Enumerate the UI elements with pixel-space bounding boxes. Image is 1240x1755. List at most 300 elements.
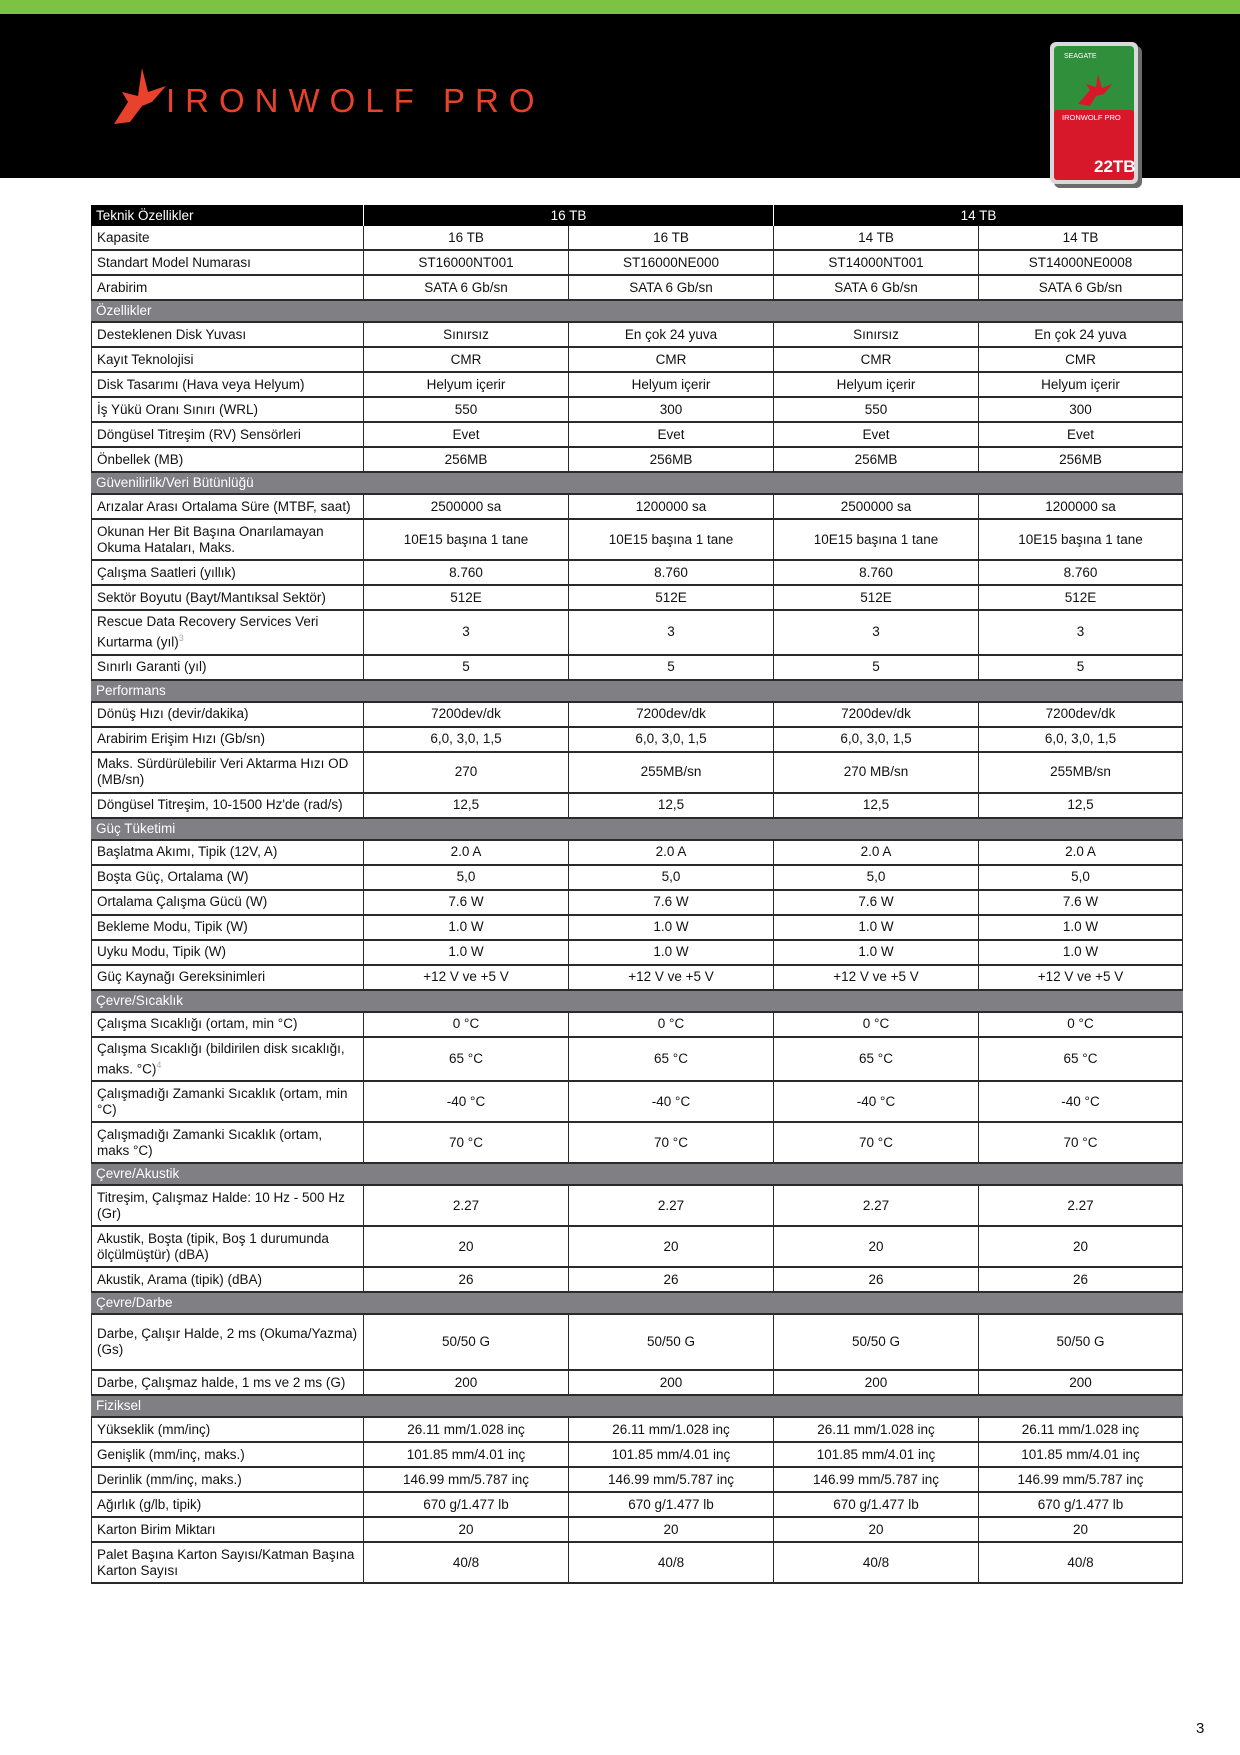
table-row bbox=[91, 251, 1183, 276]
row-label-text: Derinlik (mm/inç, maks.) bbox=[97, 1471, 242, 1487]
cell-value: 70 °C bbox=[568, 1123, 773, 1164]
row-label bbox=[91, 398, 363, 423]
row-label-text: Arızalar Arası Ortalama Süre (MTBF, saat) bbox=[97, 498, 351, 514]
cell-value: 26.11 mm/1.028 inç bbox=[773, 1418, 978, 1443]
cell-value: 1.0 W bbox=[773, 916, 978, 941]
row-label-text: Arabirim Erişim Hızı (Gb/sn) bbox=[97, 731, 266, 746]
table-row bbox=[91, 1227, 1183, 1268]
cell-value: 256MB bbox=[773, 448, 978, 473]
cell-value: 20 bbox=[978, 1227, 1183, 1268]
row-label bbox=[91, 941, 363, 966]
section-header-row bbox=[91, 991, 1183, 1013]
cell-value: 101.85 mm/4.01 inç bbox=[978, 1443, 1183, 1468]
table-row bbox=[91, 703, 1183, 728]
table-row bbox=[91, 1371, 1183, 1396]
cell-value: 670 g/1.477 lb bbox=[978, 1493, 1183, 1518]
section-title: Performans bbox=[91, 681, 1183, 703]
cell-value: 146.99 mm/5.787 inç bbox=[773, 1468, 978, 1493]
table-header-row bbox=[91, 205, 1183, 226]
row-label bbox=[91, 1418, 363, 1443]
cell-value: 2.27 bbox=[568, 1186, 773, 1227]
cell-value: 7.6 W bbox=[978, 891, 1183, 916]
row-label-text: Çalışma Sıcaklığı (bildirilen disk sıcaklığı, maks. °C) bbox=[97, 1040, 345, 1076]
table-row bbox=[91, 1123, 1183, 1164]
cell-value: 5 bbox=[978, 656, 1183, 681]
table-row bbox=[91, 1315, 1183, 1371]
row-label bbox=[91, 586, 363, 611]
cell-value: 0 °C bbox=[363, 1013, 568, 1038]
cell-value: Sınırsız bbox=[363, 323, 568, 348]
drive-capacity-text: 22TB bbox=[1094, 157, 1136, 176]
cell-value: 512E bbox=[978, 586, 1183, 611]
cell-value: 20 bbox=[773, 1518, 978, 1543]
cell-value: 270 MB/sn bbox=[773, 753, 978, 794]
wolf-logo-icon bbox=[108, 62, 168, 128]
table-row bbox=[91, 891, 1183, 916]
cell-value: 40/8 bbox=[773, 1543, 978, 1584]
cell-value: 20 bbox=[363, 1518, 568, 1543]
spec-table bbox=[91, 205, 1183, 1584]
cell-value: 256MB bbox=[568, 448, 773, 473]
row-label bbox=[91, 276, 363, 301]
cell-value: +12 V ve +5 V bbox=[773, 966, 978, 991]
row-label bbox=[91, 703, 363, 728]
row-label bbox=[91, 1227, 363, 1268]
row-label-text: Maks. Sürdürülebilir Veri Aktarma Hızı OD (MB/sn) bbox=[97, 756, 349, 787]
table-row bbox=[91, 1186, 1183, 1227]
cell-value: 200 bbox=[773, 1371, 978, 1396]
top-accent-bar bbox=[0, 0, 1240, 14]
table-header-label: Teknik Özellikler bbox=[91, 205, 363, 226]
cell-value: 12,5 bbox=[978, 794, 1183, 819]
cell-value: Evet bbox=[978, 423, 1183, 448]
section-title: Özellikler bbox=[91, 301, 1183, 323]
row-label-text: Okunan Her Bit Başına Onarılamayan Okuma Hataları, Maks. bbox=[97, 523, 324, 555]
row-label bbox=[91, 373, 363, 398]
row-label bbox=[91, 891, 363, 916]
table-row bbox=[91, 1082, 1183, 1123]
cell-value: En çok 24 yuva bbox=[568, 323, 773, 348]
table-row bbox=[91, 753, 1183, 794]
cell-value: 3 bbox=[568, 611, 773, 656]
cell-value: 50/50 G bbox=[363, 1315, 568, 1371]
cell-value: 101.85 mm/4.01 inç bbox=[363, 1443, 568, 1468]
cell-value: 26.11 mm/1.028 inç bbox=[363, 1418, 568, 1443]
cell-value: 2.0 A bbox=[978, 841, 1183, 866]
cell-value: 16 TB bbox=[568, 226, 773, 251]
row-label bbox=[91, 611, 363, 656]
section-header-row bbox=[91, 473, 1183, 495]
table-row bbox=[91, 423, 1183, 448]
cell-value: 2.0 A bbox=[568, 841, 773, 866]
cell-value: En çok 24 yuva bbox=[978, 323, 1183, 348]
cell-value: 40/8 bbox=[568, 1543, 773, 1584]
cell-value: 101.85 mm/4.01 inç bbox=[568, 1443, 773, 1468]
cell-value: +12 V ve +5 V bbox=[978, 966, 1183, 991]
cell-value: 8.760 bbox=[363, 561, 568, 586]
cell-value: 2500000 sa bbox=[773, 495, 978, 520]
row-label bbox=[91, 1268, 363, 1293]
drive-brand-text: SEAGATE bbox=[1064, 53, 1097, 60]
table-row bbox=[91, 866, 1183, 891]
row-label bbox=[91, 1443, 363, 1468]
capacity-group-16tb: 16 TB bbox=[363, 205, 773, 226]
section-header-row bbox=[91, 1293, 1183, 1315]
cell-value: 20 bbox=[568, 1227, 773, 1268]
cell-value: +12 V ve +5 V bbox=[568, 966, 773, 991]
table-row bbox=[91, 941, 1183, 966]
cell-value: 200 bbox=[363, 1371, 568, 1396]
row-label-text: Çalışmadığı Zamanki Sıcaklık (ortam, min °C) bbox=[97, 1085, 348, 1117]
cell-value: 65 °C bbox=[773, 1038, 978, 1083]
table-row bbox=[91, 656, 1183, 681]
row-label-text: Başlatma Akımı, Tipik (12V, A) bbox=[97, 844, 278, 859]
section-title: Güvenilirlik/Veri Bütünlüğü bbox=[91, 473, 1183, 495]
cell-value: -40 °C bbox=[363, 1082, 568, 1123]
cell-value: Sınırsız bbox=[773, 323, 978, 348]
table-row bbox=[91, 611, 1183, 656]
cell-value: 12,5 bbox=[773, 794, 978, 819]
cell-value: 6,0, 3,0, 1,5 bbox=[363, 728, 568, 753]
cell-value: 5,0 bbox=[363, 866, 568, 891]
row-label-text: Darbe, Çalışmaz halde, 1 ms ve 2 ms (G) bbox=[97, 1374, 346, 1390]
cell-value: 20 bbox=[568, 1518, 773, 1543]
section-title: Çevre/Akustik bbox=[91, 1164, 1183, 1186]
cell-value: 8.760 bbox=[978, 561, 1183, 586]
cell-value: 40/8 bbox=[978, 1543, 1183, 1584]
cell-value: Helyum içerir bbox=[363, 373, 568, 398]
footnote-ref: 3 bbox=[178, 633, 184, 643]
cell-value: 200 bbox=[978, 1371, 1183, 1396]
cell-value: 50/50 G bbox=[978, 1315, 1183, 1371]
drive-label-text: IRONWOLF PRO bbox=[1062, 113, 1121, 122]
cell-value: -40 °C bbox=[978, 1082, 1183, 1123]
cell-value: 10E15 başına 1 tane bbox=[568, 520, 773, 561]
cell-value: 512E bbox=[568, 586, 773, 611]
section-header-row bbox=[91, 301, 1183, 323]
cell-value: Evet bbox=[363, 423, 568, 448]
cell-value: Helyum içerir bbox=[773, 373, 978, 398]
logo-wordmark: IRONWOLF PRO bbox=[166, 82, 545, 119]
row-label-text: Çalışma Sıcaklığı (ortam, min °C) bbox=[97, 1016, 298, 1031]
footnote-ref: 4 bbox=[156, 1059, 162, 1070]
cell-value: 8.760 bbox=[773, 561, 978, 586]
table-row bbox=[91, 916, 1183, 941]
cell-value: +12 V ve +5 V bbox=[363, 966, 568, 991]
row-label-text: Önbellek (MB) bbox=[97, 451, 184, 467]
cell-value: 12,5 bbox=[568, 794, 773, 819]
section-title: Çevre/Darbe bbox=[91, 1293, 1183, 1315]
cell-value: 550 bbox=[363, 398, 568, 423]
cell-value: 1200000 sa bbox=[978, 495, 1183, 520]
row-label bbox=[91, 1038, 363, 1083]
row-label-text: Palet Başına Karton Sayısı/Katman Başına Karton Sayısı bbox=[97, 1546, 355, 1578]
cell-value: 256MB bbox=[978, 448, 1183, 473]
row-label-text: Akustik, Arama (tipik) (dBA) bbox=[97, 1271, 263, 1287]
cell-value: 1.0 W bbox=[363, 916, 568, 941]
cell-value: 550 bbox=[773, 398, 978, 423]
cell-value: 70 °C bbox=[773, 1123, 978, 1164]
cell-value: 0 °C bbox=[568, 1013, 773, 1038]
cell-value: 512E bbox=[773, 586, 978, 611]
cell-value: 10E15 başına 1 tane bbox=[363, 520, 568, 561]
row-label bbox=[91, 495, 363, 520]
cell-value: 2.27 bbox=[773, 1186, 978, 1227]
cell-value: 10E15 başına 1 tane bbox=[773, 520, 978, 561]
table-row bbox=[91, 495, 1183, 520]
row-label-text: Darbe, Çalışır Halde, 2 ms (Okuma/Yazma) (Gs) bbox=[97, 1326, 358, 1357]
row-label bbox=[91, 656, 363, 681]
cell-value: 255MB/sn bbox=[568, 753, 773, 794]
cell-value: 200 bbox=[568, 1371, 773, 1396]
cell-value: 7.6 W bbox=[363, 891, 568, 916]
table-row bbox=[91, 966, 1183, 991]
row-label-text: Arabirim bbox=[97, 279, 148, 295]
cell-value: 300 bbox=[568, 398, 773, 423]
cell-value: 1.0 W bbox=[363, 941, 568, 966]
cell-value: 5,0 bbox=[978, 866, 1183, 891]
row-label bbox=[91, 1493, 363, 1518]
row-label-text: Döngüsel Titreşim (RV) Sensörleri bbox=[97, 426, 301, 442]
row-label bbox=[91, 1123, 363, 1164]
row-label bbox=[91, 1468, 363, 1493]
cell-value: 1200000 sa bbox=[568, 495, 773, 520]
table-row bbox=[91, 1518, 1183, 1543]
cell-value: 14 TB bbox=[773, 226, 978, 251]
cell-value: 70 °C bbox=[363, 1123, 568, 1164]
row-label-text: Standart Model Numarası bbox=[97, 254, 251, 270]
cell-value: SATA 6 Gb/sn bbox=[978, 276, 1183, 301]
cell-value: Helyum içerir bbox=[978, 373, 1183, 398]
table-row bbox=[91, 1013, 1183, 1038]
cell-value: 10E15 başına 1 tane bbox=[978, 520, 1183, 561]
cell-value: 5 bbox=[568, 656, 773, 681]
ironwolf-pro-logo bbox=[108, 62, 545, 132]
cell-value: 5,0 bbox=[568, 866, 773, 891]
table-row bbox=[91, 1268, 1183, 1293]
cell-value: 7200dev/dk bbox=[568, 703, 773, 728]
table-row bbox=[91, 841, 1183, 866]
table-row bbox=[91, 728, 1183, 753]
cell-value: 50/50 G bbox=[568, 1315, 773, 1371]
section-title: Fiziksel bbox=[91, 1396, 1183, 1418]
cell-value: 2.0 A bbox=[773, 841, 978, 866]
cell-value: 6,0, 3,0, 1,5 bbox=[978, 728, 1183, 753]
row-label-text: Yükseklik (mm/inç) bbox=[97, 1421, 211, 1437]
table-row bbox=[91, 373, 1183, 398]
cell-value: 26.11 mm/1.028 inç bbox=[568, 1418, 773, 1443]
row-label-text: Boşta Güç, Ortalama (W) bbox=[97, 869, 249, 884]
cell-value: 65 °C bbox=[568, 1038, 773, 1083]
cell-value: Evet bbox=[773, 423, 978, 448]
row-label bbox=[91, 448, 363, 473]
section-title: Çevre/Sıcaklık bbox=[91, 991, 1183, 1013]
cell-value: 256MB bbox=[363, 448, 568, 473]
row-label-text: Kayıt Teknolojisi bbox=[97, 351, 194, 367]
cell-value: 146.99 mm/5.787 inç bbox=[978, 1468, 1183, 1493]
cell-value: 1.0 W bbox=[568, 916, 773, 941]
row-label-text: Disk Tasarımı (Hava veya Helyum) bbox=[97, 376, 305, 392]
row-label-text: Sınırlı Garanti (yıl) bbox=[97, 659, 207, 674]
row-label bbox=[91, 251, 363, 276]
row-label-text: Rescue Data Recovery Services Veri Kurtarma (yıl) bbox=[97, 614, 319, 650]
table-row bbox=[91, 448, 1183, 473]
page-number: 3 bbox=[1196, 1720, 1205, 1737]
cell-value: 26 bbox=[568, 1268, 773, 1293]
cell-value: 0 °C bbox=[978, 1013, 1183, 1038]
cell-value: 20 bbox=[363, 1227, 568, 1268]
cell-value: SATA 6 Gb/sn bbox=[568, 276, 773, 301]
cell-value: ST14000NT001 bbox=[773, 251, 978, 276]
cell-value: 1.0 W bbox=[978, 916, 1183, 941]
row-label-text: Döngüsel Titreşim, 10-1500 Hz'de (rad/s) bbox=[97, 797, 343, 812]
cell-value: 7.6 W bbox=[773, 891, 978, 916]
row-label bbox=[91, 226, 363, 251]
row-label-text: Desteklenen Disk Yuvası bbox=[97, 326, 247, 342]
cell-value: 2.0 A bbox=[363, 841, 568, 866]
cell-value: 7.6 W bbox=[568, 891, 773, 916]
cell-value: CMR bbox=[363, 348, 568, 373]
cell-value: 6,0, 3,0, 1,5 bbox=[773, 728, 978, 753]
row-label bbox=[91, 1518, 363, 1543]
row-label bbox=[91, 348, 363, 373]
section-header-row bbox=[91, 819, 1183, 841]
table-row bbox=[91, 1443, 1183, 1468]
cell-value: ST14000NE0008 bbox=[978, 251, 1183, 276]
row-label bbox=[91, 1371, 363, 1396]
cell-value: 7200dev/dk bbox=[773, 703, 978, 728]
cell-value: 300 bbox=[978, 398, 1183, 423]
row-label bbox=[91, 1082, 363, 1123]
table-row bbox=[91, 276, 1183, 301]
row-label bbox=[91, 1186, 363, 1227]
row-label-text: Çalışmadığı Zamanki Sıcaklık (ortam, maks °C) bbox=[97, 1126, 323, 1158]
table-row bbox=[91, 561, 1183, 586]
row-label-text: Bekleme Modu, Tipik (W) bbox=[97, 919, 248, 934]
row-label-text: Ağırlık (g/lb, tipik) bbox=[97, 1496, 202, 1512]
cell-value: 146.99 mm/5.787 inç bbox=[568, 1468, 773, 1493]
spec-table-body bbox=[91, 205, 1183, 1584]
cell-value: 26.11 mm/1.028 inç bbox=[978, 1418, 1183, 1443]
cell-value: 16 TB bbox=[363, 226, 568, 251]
row-label bbox=[91, 728, 363, 753]
cell-value: 20 bbox=[773, 1227, 978, 1268]
cell-value: 6,0, 3,0, 1,5 bbox=[568, 728, 773, 753]
cell-value: 12,5 bbox=[363, 794, 568, 819]
cell-value: 70 °C bbox=[978, 1123, 1183, 1164]
cell-value: CMR bbox=[978, 348, 1183, 373]
section-title: Güç Tüketimi bbox=[91, 819, 1183, 841]
row-label bbox=[91, 561, 363, 586]
cell-value: -40 °C bbox=[773, 1082, 978, 1123]
table-row bbox=[91, 520, 1183, 561]
cell-value: 26 bbox=[978, 1268, 1183, 1293]
cell-value: CMR bbox=[568, 348, 773, 373]
section-header-row bbox=[91, 681, 1183, 703]
row-label bbox=[91, 841, 363, 866]
cell-value: 40/8 bbox=[363, 1543, 568, 1584]
cell-value: 26 bbox=[363, 1268, 568, 1293]
section-header-row bbox=[91, 1396, 1183, 1418]
table-row bbox=[91, 1543, 1183, 1584]
row-label-text: Güç Kaynağı Gereksinimleri bbox=[97, 969, 266, 984]
cell-value: 1.0 W bbox=[978, 941, 1183, 966]
row-label-text: Akustik, Boşta (tipik, Boş 1 durumunda ölçülmüştür) (dBA) bbox=[97, 1230, 329, 1262]
row-label-text: Dönüş Hızı (devir/dakika) bbox=[97, 706, 249, 721]
row-label bbox=[91, 1315, 363, 1371]
row-label-text: Çalışma Saatleri (yıllık) bbox=[97, 564, 236, 580]
cell-value: 3 bbox=[978, 611, 1183, 656]
row-label bbox=[91, 423, 363, 448]
row-label bbox=[91, 916, 363, 941]
cell-value: 2.27 bbox=[363, 1186, 568, 1227]
table-row bbox=[91, 398, 1183, 423]
cell-value: 5,0 bbox=[773, 866, 978, 891]
cell-value: Evet bbox=[568, 423, 773, 448]
section-header-row bbox=[91, 1164, 1183, 1186]
row-label-text: Kapasite bbox=[97, 229, 150, 245]
cell-value: SATA 6 Gb/sn bbox=[363, 276, 568, 301]
cell-value: 3 bbox=[773, 611, 978, 656]
cell-value: 512E bbox=[363, 586, 568, 611]
cell-value: 20 bbox=[978, 1518, 1183, 1543]
table-row bbox=[91, 586, 1183, 611]
cell-value: 146.99 mm/5.787 inç bbox=[363, 1468, 568, 1493]
table-row bbox=[91, 226, 1183, 251]
cell-value: 2500000 sa bbox=[363, 495, 568, 520]
table-row bbox=[91, 1493, 1183, 1518]
table-row bbox=[91, 348, 1183, 373]
cell-value: 670 g/1.477 lb bbox=[773, 1493, 978, 1518]
row-label bbox=[91, 753, 363, 794]
cell-value: 65 °C bbox=[363, 1038, 568, 1083]
row-label-text: Genişlik (mm/inç, maks.) bbox=[97, 1446, 245, 1462]
table-row bbox=[91, 1468, 1183, 1493]
cell-value: 670 g/1.477 lb bbox=[568, 1493, 773, 1518]
row-label-text: Uyku Modu, Tipik (W) bbox=[97, 944, 227, 959]
table-row bbox=[91, 1038, 1183, 1083]
cell-value: 270 bbox=[363, 753, 568, 794]
cell-value: ST16000NE000 bbox=[568, 251, 773, 276]
cell-value: 50/50 G bbox=[773, 1315, 978, 1371]
cell-value: 0 °C bbox=[773, 1013, 978, 1038]
row-label bbox=[91, 323, 363, 348]
row-label-text: Karton Birim Miktarı bbox=[97, 1521, 216, 1537]
row-label-text: Sektör Boyutu (Bayt/Mantıksal Sektör) bbox=[97, 589, 326, 605]
cell-value: 5 bbox=[363, 656, 568, 681]
table-row bbox=[91, 323, 1183, 348]
cell-value: CMR bbox=[773, 348, 978, 373]
capacity-group-14tb: 14 TB bbox=[773, 205, 1183, 226]
cell-value: 14 TB bbox=[978, 226, 1183, 251]
cell-value: 2.27 bbox=[978, 1186, 1183, 1227]
row-label bbox=[91, 794, 363, 819]
row-label bbox=[91, 866, 363, 891]
row-label-text: İş Yükü Oranı Sınırı (WRL) bbox=[97, 401, 259, 417]
cell-value: 3 bbox=[363, 611, 568, 656]
cell-value: 670 g/1.477 lb bbox=[363, 1493, 568, 1518]
cell-value: 1.0 W bbox=[568, 941, 773, 966]
cell-value: Helyum içerir bbox=[568, 373, 773, 398]
cell-value: 255MB/sn bbox=[978, 753, 1183, 794]
row-label-text: Ortalama Çalışma Gücü (W) bbox=[97, 894, 268, 909]
cell-value: 8.760 bbox=[568, 561, 773, 586]
row-label bbox=[91, 1543, 363, 1584]
cell-value: 26 bbox=[773, 1268, 978, 1293]
cell-value: 5 bbox=[773, 656, 978, 681]
cell-value: 1.0 W bbox=[773, 941, 978, 966]
row-label-text: Titreşim, Çalışmaz Halde: 10 Hz - 500 Hz (Gr) bbox=[97, 1189, 345, 1221]
